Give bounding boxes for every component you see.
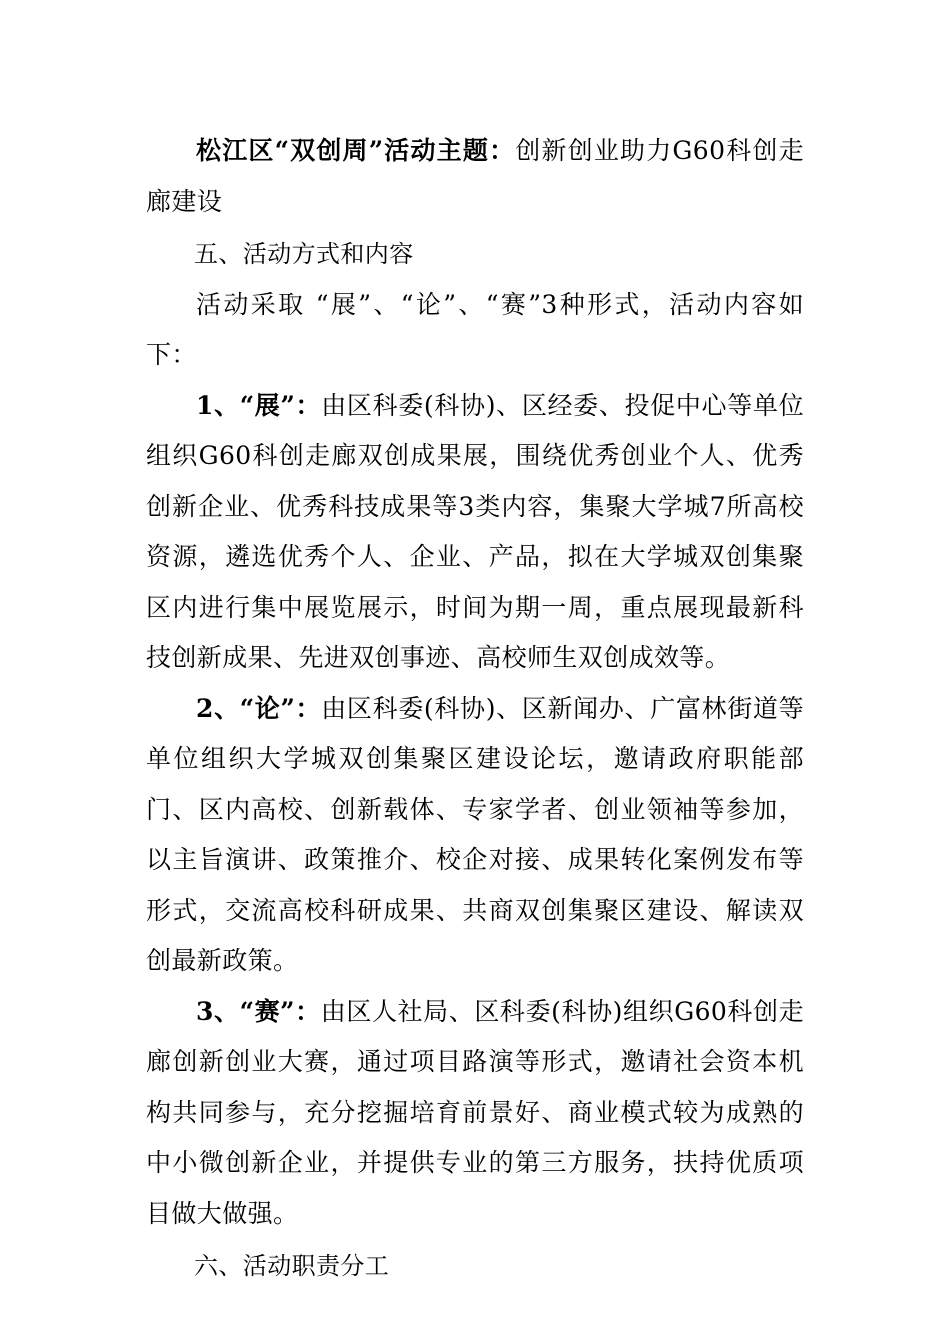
item-3-paragraph [146, 987, 804, 1240]
item-1-paragraph [146, 381, 804, 684]
item-3-label: 3、“赛”： [196, 996, 321, 1026]
theme-text: 创新创业助力G60科创走廊建设 [146, 136, 804, 216]
item-2-label: 2、“论”： [196, 693, 322, 723]
item-3-text: 由区人社局、区科委(科协)组织G60科创走廊创新创业大赛，通过项目路演等形式，邀请社会资本机构共同参与，充分挖掘培育前景好、商业模式较为成熟的中小微创新企业，并提供专业的第三方服务，扶持优质项目做大做强。 [146, 996, 804, 1228]
intro-paragraph: 活动采取 “展”、“论”、“赛”3种形式，活动内容如下： [146, 289, 804, 369]
item-2-paragraph [146, 684, 804, 987]
theme-paragraph [146, 126, 804, 227]
item-1-text: 由区科委(科协)、区经委、投促中心等单位组织G60科创走廊双创成果展，围绕优秀创业个人、优秀创新企业、优秀科技成果等3类内容，集聚大学城7所高校资源，遴选优秀个人、企业、产品，拟在大学城双创集聚区内进行集中展览展示，时间为期一周，重点展现最新科技创新成果、先进双创事迹、高校师生双创成效等。 [146, 390, 804, 672]
section-6-heading: 六、活动职责分工 [194, 1252, 390, 1280]
document-page [146, 126, 804, 1292]
item-2-text: 由区科委(科协)、区新闻办、广富林街道等单位组织大学城双创集聚区建设论坛，邀请政府职能部门、区内高校、创新载体、专家学者、创业领袖等参加，以主旨演讲、政策推介、校企对接、成果转化案例发布等形式，交流高校科研成果、共商双创集聚区建设、解读双创最新政策。 [146, 693, 804, 975]
section-5-heading: 五、活动方式和内容 [194, 240, 414, 268]
theme-label: 松江区“双创周”活动主题： [196, 136, 516, 165]
item-1-label: 1、“展”： [196, 390, 322, 420]
